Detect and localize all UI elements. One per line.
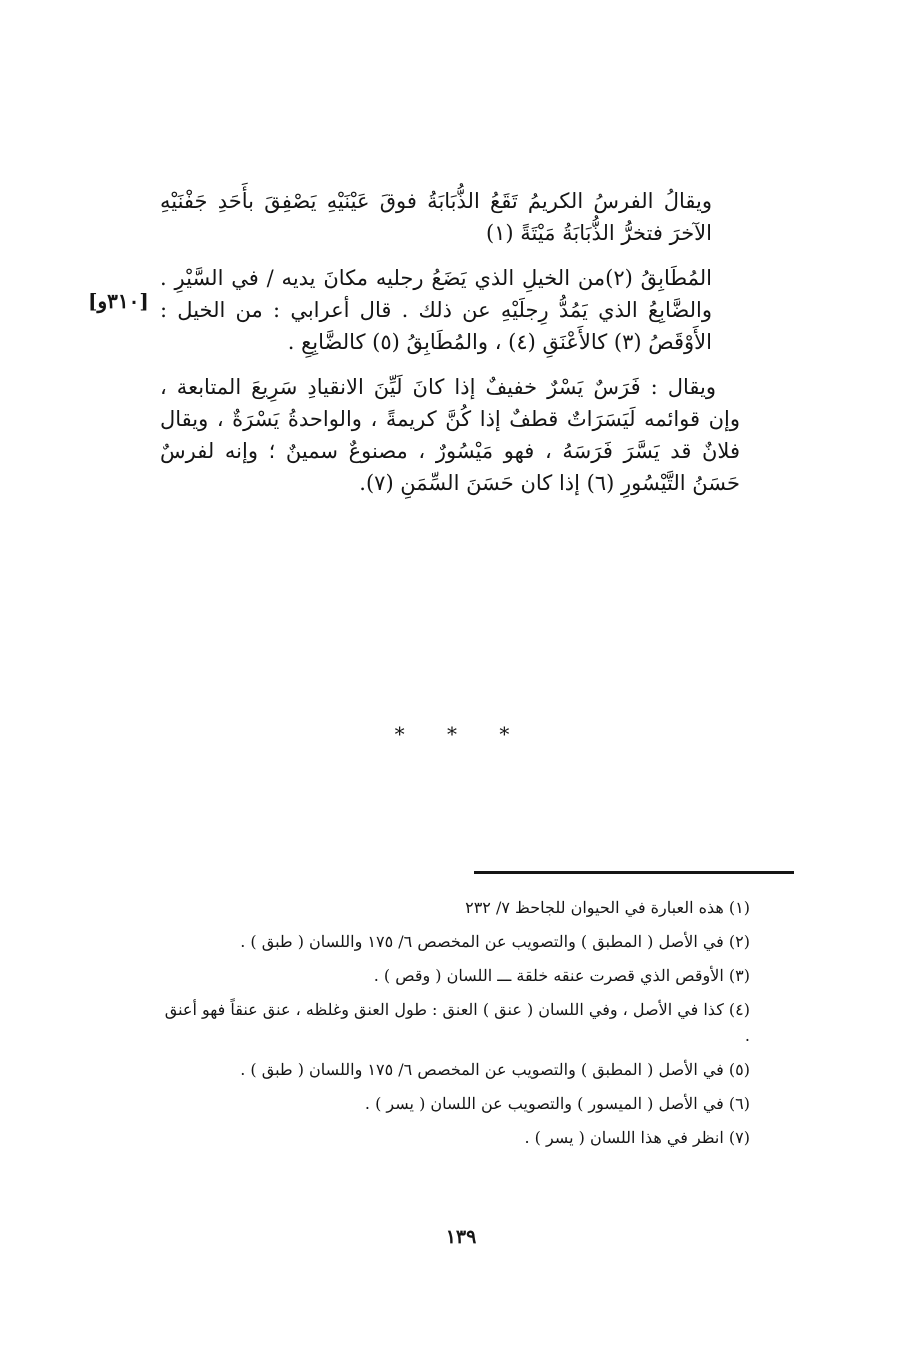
paragraph-1: ويقالُ الفرسُ الكريمُ تَقَعُ الذُّبَابَةُ فوقَ عَيْنَيْهِ يَصْفِقَ بأَحَدِ جَفْنَيْهِ الآخرَ فتخرُّ الذُّبَابَةُ مَيْتَةً (١) bbox=[160, 189, 712, 245]
footnote-1: (١) هذه العبارة في الحيوان للجاحظ ٧/ ٢٣٢ bbox=[465, 898, 750, 917]
footnotes bbox=[160, 895, 758, 1159]
main-text bbox=[160, 185, 740, 512]
folio-marker: [٣١٠و] bbox=[88, 289, 149, 313]
footnote-6: (٦) في الأصل ( الميسور ) والتصويب عن اللسان ( يسر ) . bbox=[364, 1094, 750, 1113]
section-separator: * * * bbox=[394, 722, 528, 746]
page-number: ١٣٩ bbox=[445, 1226, 477, 1248]
paragraph-2: المُطَابِقُ (٢)من الخيلِ الذي يَضَعُ رجليه مكانَ يديه / في السَّيْرِ . والضَّابِعُ الذي يَمُدُّ رِجلَيْهِ عن ذلك . قال أعرابي : من الخيل : الأَوْقَصُ (٣) كالأَعْنَقِ (٤) ، والمُطَابِقُ (٥) كالضَّابِعِ . bbox=[160, 266, 712, 354]
footnote-5: (٥) في الأصل ( المطبق ) والتصويب عن المخصص ٦/ ١٧٥ واللسان ( طبق ) . bbox=[240, 1060, 750, 1079]
footnote-4: (٤) كذا في الأصل ، وفي اللسان ( عنق ) العنق : طول العنق وغلظه ، عنق عنقاً فهو أعنق . bbox=[164, 1000, 750, 1045]
footnote-7: (٧) انظر في هذا اللسان ( يسر ) . bbox=[524, 1128, 750, 1147]
footnote-3: (٣) الأوقص الذي قصرت عنقه خلقة ـــ اللسان ( وقص ) . bbox=[373, 966, 750, 985]
footnote-rule bbox=[474, 871, 794, 874]
paragraph-3: ويقال : فَرَسٌ يَسْرٌ خفيفٌ إذا كانَ لَيِّنَ الانقيادِ سَرِيعَ المتابعة ، وإن قوائمه لَيَسَرَاتٌ قطفٌ إذا كُنَّ كريمةً ، والواحدةُ يَسْرَةٌ ، ويقال فلانٌ قد يَسَّرَ فَرَسَهُ ، فهو مَيْسُورٌ ، مصنوعٌ سمينٌ ؛ وإنه لفرسٌ حَسَنُ التَّيْسُورِ (٦) إذا كان حَسَنَ السِّمَنِ (٧). bbox=[160, 375, 740, 495]
footnote-2: (٢) في الأصل ( المطبق ) والتصويب عن المخصص ٦/ ١٧٥ واللسان ( طبق ) . bbox=[240, 932, 750, 951]
